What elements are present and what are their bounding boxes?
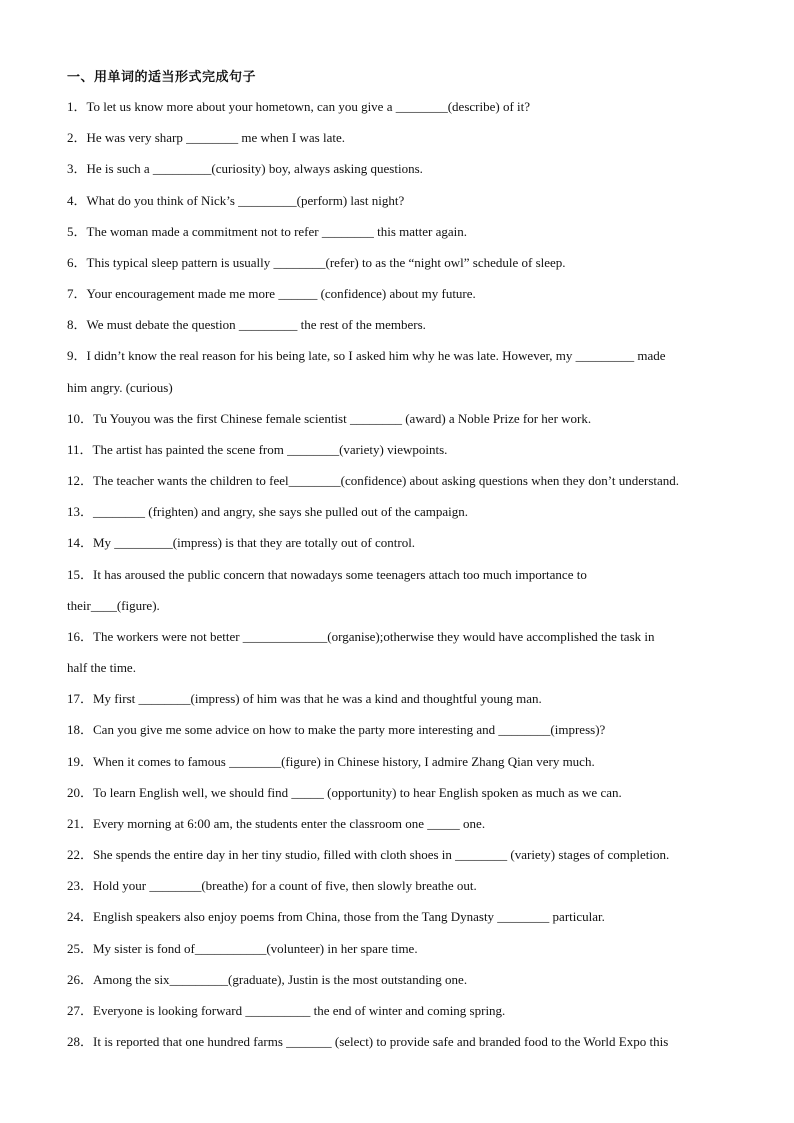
question-line: 21．Every morning at 6:00 am, the students enter the classroom one _____ one. <box>67 815 486 831</box>
question-line: 2．He was very sharp ________ me when I was late. <box>67 130 345 146</box>
question-line: 24．English speakers also enjoy poems from China, those from the Tang Dynasty ________ particular. <box>67 909 605 925</box>
question-line: 6．This typical sleep pattern is usually ________(refer) to as the “night owl” schedule of sleep. <box>67 254 566 270</box>
question-line: their____(figure). <box>67 597 160 613</box>
question-line: 3．He is such a _________(curiosity) boy, always asking questions. <box>67 161 423 177</box>
question-line: 16．The workers were not better _____________(organise);otherwise they would have accomplished the task in <box>67 628 655 644</box>
question-line: half the time. <box>67 660 136 676</box>
question-line: 10．Tu Youyou was the first Chinese female scientist ________ (award) a Noble Prize for her work. <box>67 410 592 426</box>
question-line: 26．Among the six_________(graduate), Justin is the most outstanding one. <box>67 971 468 987</box>
question-line: 13．________ (frighten) and angry, she says she pulled out of the campaign. <box>67 504 468 520</box>
question-line: 20．To learn English well, we should find _____ (opportunity) to hear English spoken as much as we can. <box>67 784 622 800</box>
question-line: 22．She spends the entire day in her tiny studio, filled with cloth shoes in ________ (variety) stages of completion. <box>67 847 670 863</box>
question-line: 27．Everyone is looking forward __________ the end of winter and coming spring. <box>67 1002 506 1018</box>
section-title: 一、用单词的适当形式完成句子 <box>67 70 257 85</box>
question-line: 11．The artist has painted the scene from ________(variety) viewpoints. <box>67 441 448 457</box>
question-line: 25．My sister is fond of___________(volunteer) in her spare time. <box>67 940 418 956</box>
question-line: 5．The woman made a commitment not to refer ________ this matter again. <box>67 223 468 239</box>
question-line: 19．When it comes to famous ________(figure) in Chinese history, I admire Zhang Qian very much. <box>67 753 595 769</box>
question-line: 8．We must debate the question _________ the rest of the members. <box>67 317 426 333</box>
question-line: 4．What do you think of Nick’s _________(perform) last night? <box>67 192 405 208</box>
question-line: 15．It has aroused the public concern that nowadays some teenagers attach too much importance to <box>67 566 587 582</box>
question-line: 23．Hold your ________(breathe) for a count of five, then slowly breathe out. <box>67 878 477 894</box>
question-line: 18．Can you give me some advice on how to make the party more interesting and ________(impress)? <box>67 722 606 738</box>
question-line: 9．I didn’t know the real reason for his being late, so I asked him why he was late. However, my _________ made <box>67 348 666 364</box>
question-line: 12．The teacher wants the children to feel________(confidence) about asking questions when they don’t understand. <box>67 473 680 488</box>
question-line: 17．My first ________(impress) of him was that he was a kind and thoughtful young man. <box>67 691 542 707</box>
question-line: 28．It is reported that one hundred farms _______ (select) to provide safe and branded food to the World Expo this <box>67 1034 669 1050</box>
question-line: 7．Your encouragement made me more ______ (confidence) about my future. <box>67 286 476 301</box>
question-line: 1．To let us know more about your hometown, can you give a ________(describe) of it? <box>67 99 531 114</box>
question-line: 14．My _________(impress) is that they are totally out of control. <box>67 535 416 551</box>
question-line: him angry. (curious) <box>67 379 173 395</box>
